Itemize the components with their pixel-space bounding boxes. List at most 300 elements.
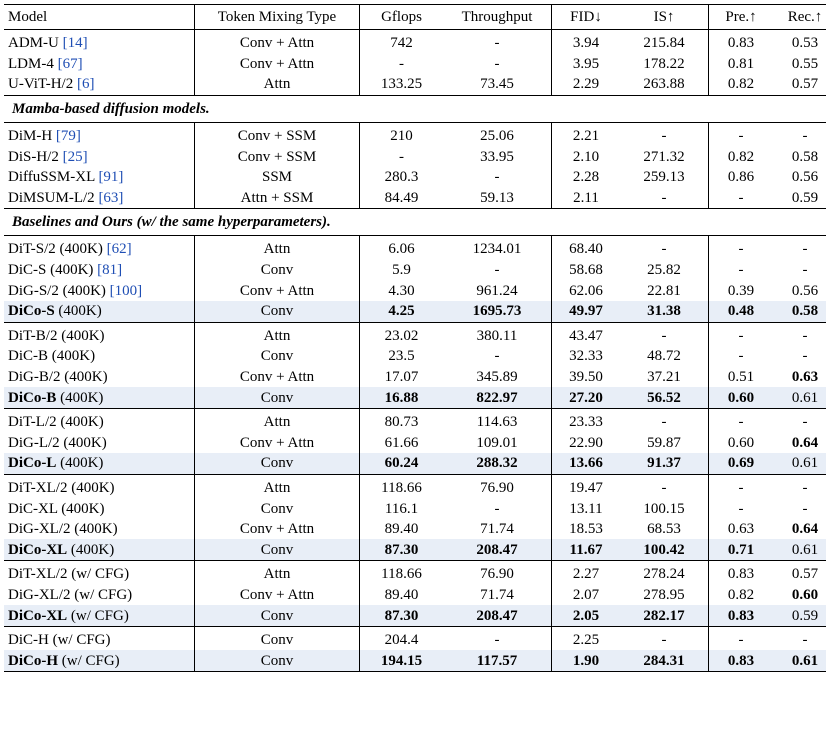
model-cell (4, 74, 195, 95)
table-row (4, 280, 826, 301)
throughput-cell: 345.89 (476, 369, 518, 386)
gflops-cell: - (360, 146, 444, 167)
fid-cell: 18.53 (552, 519, 621, 540)
throughput-cell: 76.90 (480, 566, 514, 583)
is-cell: 37.21 (647, 369, 681, 386)
fid-cell: 3.95 (552, 54, 621, 75)
precision-cell: 0.60 (709, 387, 774, 408)
precision-cell: - (709, 322, 774, 346)
model-name: DiC-B (400K) (8, 348, 96, 365)
precision-cell: 0.51 (709, 367, 774, 388)
fid-cell: 2.11 (552, 188, 621, 209)
model-suffix: (400K) (60, 389, 104, 406)
throughput-cell: 380.11 (476, 327, 518, 344)
model-cell (4, 474, 195, 498)
is-cell: 282.17 (620, 605, 709, 626)
model-cell (4, 236, 195, 260)
model-cell (4, 346, 195, 367)
precision-cell: 0.83 (709, 605, 774, 626)
token-mixing-cell: Conv (195, 301, 360, 322)
model-name: DiG-XL/2 (w/ CFG) (8, 586, 133, 603)
model-suffix: (w/ CFG) (61, 652, 120, 669)
section-title: Baselines and Ours (w/ the same hyperparameters). (4, 209, 826, 236)
token-mixing-cell: Conv (195, 650, 360, 671)
table-row (4, 474, 826, 498)
is-cell: 259.13 (643, 169, 685, 186)
is-cell: 284.31 (620, 650, 709, 671)
model-name: DiCo-S (8, 303, 55, 320)
citation-link[interactable]: [63] (98, 189, 124, 206)
recall-cell: 0.57 (791, 566, 819, 583)
is-cell: 25.82 (647, 262, 681, 279)
table-row (4, 387, 826, 408)
table-row (4, 539, 826, 560)
throughput-cell: 25.06 (480, 128, 514, 145)
model-name: DiS-H/2 (8, 148, 59, 165)
header-row (4, 5, 826, 30)
recall-cell: 0.61 (773, 650, 826, 671)
gflops-cell: 23.5 (360, 346, 444, 367)
precision-cell: 0.82 (709, 585, 774, 606)
model-cell (4, 626, 195, 650)
throughput-cell: - (494, 500, 500, 517)
is-cell: - (661, 327, 667, 344)
fid-cell: 62.06 (552, 280, 621, 301)
is-cell: - (620, 188, 709, 209)
precision-cell: 0.82 (709, 74, 774, 95)
throughput-cell: 71.74 (480, 586, 514, 603)
is-cell: - (661, 241, 667, 258)
recall-cell: 0.64 (791, 521, 819, 538)
is-cell: - (661, 128, 667, 145)
col-header-precision: Pre.↑ (709, 5, 774, 30)
recall-cell: - (802, 241, 808, 258)
model-name: DiT-XL/2 (400K) (8, 479, 115, 496)
table-row (4, 346, 826, 367)
model-cell (4, 260, 195, 281)
precision-cell: - (709, 122, 774, 146)
recall-cell: - (802, 348, 808, 365)
fid-cell: 2.28 (552, 167, 621, 188)
fid-cell: 13.66 (552, 453, 621, 474)
token-mixing-cell: Conv + Attn (195, 433, 360, 454)
precision-cell: 0.82 (709, 146, 774, 167)
gflops-cell: 133.25 (360, 74, 444, 95)
token-mixing-cell: Conv (195, 539, 360, 560)
throughput-cell: 71.74 (480, 521, 514, 538)
token-mixing-cell: Conv + Attn (195, 30, 360, 54)
gflops-cell: 80.73 (360, 408, 444, 432)
citation-link[interactable]: [79] (55, 128, 81, 145)
token-mixing-cell: Attn (195, 474, 360, 498)
token-mixing-cell: Conv + Attn (195, 519, 360, 540)
precision-cell: - (709, 408, 774, 432)
recall-cell: 0.55 (791, 55, 819, 72)
recall-cell: 0.57 (773, 74, 826, 95)
table-row (4, 585, 826, 606)
is-cell: 100.15 (643, 500, 685, 517)
model-name: DiCo-B (8, 389, 57, 406)
recall-cell: - (802, 632, 808, 649)
precision-cell: 0.63 (709, 519, 774, 540)
throughput-cell: 109.01 (476, 434, 518, 451)
is-cell: 68.53 (647, 521, 681, 538)
token-mixing-cell: Attn (195, 322, 360, 346)
token-mixing-cell: Conv + Attn (195, 54, 360, 75)
fid-cell: 23.33 (552, 408, 621, 432)
model-name: DiT-B/2 (400K) (8, 327, 105, 344)
table-row (4, 626, 826, 650)
model-name: DiT-XL/2 (w/ CFG) (8, 566, 130, 583)
gflops-cell: 116.1 (360, 498, 444, 519)
gflops-cell: 16.88 (360, 387, 444, 408)
is-cell: 48.72 (647, 348, 681, 365)
table-row (4, 367, 826, 388)
citation-link[interactable]: [6] (76, 76, 95, 93)
model-name: DiG-L/2 (400K) (8, 434, 107, 451)
citation-link[interactable]: [62] (106, 241, 132, 258)
recall-cell: - (802, 128, 808, 145)
recall-cell: 0.63 (791, 369, 819, 386)
table-row (4, 260, 826, 281)
table-row (4, 30, 826, 54)
model-cell (4, 167, 195, 188)
model-cell (4, 585, 195, 606)
col-header-gflops: Gflops (360, 5, 444, 30)
table-row (4, 188, 826, 209)
recall-cell: 0.59 (773, 188, 826, 209)
citation-link[interactable]: [91] (98, 169, 124, 186)
table-row (4, 236, 826, 260)
fid-cell: 11.67 (552, 539, 621, 560)
is-cell: - (661, 479, 667, 496)
throughput-cell: 208.47 (443, 539, 552, 560)
is-cell: 91.37 (620, 453, 709, 474)
precision-cell: 0.71 (709, 539, 774, 560)
precision-cell: 0.69 (709, 453, 774, 474)
token-mixing-cell: Conv (195, 605, 360, 626)
fid-cell: 32.33 (552, 346, 621, 367)
token-mixing-cell: SSM (195, 167, 360, 188)
token-mixing-cell: Attn (195, 408, 360, 432)
recall-cell: 0.64 (791, 434, 819, 451)
model-cell (4, 433, 195, 454)
recall-cell: - (802, 479, 808, 496)
token-mixing-cell: Conv + Attn (195, 367, 360, 388)
precision-cell: - (709, 188, 774, 209)
recall-cell: 0.61 (773, 539, 826, 560)
col-header-fid: FID↓ (552, 5, 621, 30)
throughput-cell: 1695.73 (443, 301, 552, 322)
model-name: DiC-XL (400K) (8, 500, 105, 517)
token-mixing-cell: Attn (195, 561, 360, 585)
gflops-cell: 4.25 (360, 301, 444, 322)
recall-cell: 0.59 (773, 605, 826, 626)
precision-cell: - (709, 346, 774, 367)
model-cell (4, 122, 195, 146)
col-header-throughput: Throughput (443, 5, 552, 30)
table-row (4, 650, 826, 671)
throughput-cell: 33.95 (480, 148, 514, 165)
model-name: DiG-B/2 (400K) (8, 369, 108, 386)
model-cell (4, 322, 195, 346)
gflops-cell: 87.30 (360, 605, 444, 626)
model-cell (4, 650, 195, 671)
throughput-cell: 73.45 (443, 74, 552, 95)
model-cell (4, 146, 195, 167)
fid-cell: 19.47 (552, 474, 621, 498)
gflops-cell: - (360, 54, 444, 75)
token-mixing-cell: Conv + SSM (195, 122, 360, 146)
throughput-cell: - (494, 55, 500, 72)
model-cell (4, 408, 195, 432)
table-row (4, 74, 826, 95)
table-row (4, 561, 826, 585)
precision-cell: - (709, 260, 774, 281)
throughput-cell: - (494, 35, 500, 52)
model-suffix: (400K) (58, 303, 102, 320)
table-row (4, 122, 826, 146)
gflops-cell: 4.30 (360, 280, 444, 301)
gflops-cell: 61.66 (360, 433, 444, 454)
citation-link[interactable]: [14] (62, 35, 88, 52)
gflops-cell: 23.02 (360, 322, 444, 346)
precision-cell: 0.39 (709, 280, 774, 301)
citation-link[interactable]: [67] (57, 55, 83, 72)
is-cell: 31.38 (620, 301, 709, 322)
precision-cell: 0.83 (709, 561, 774, 585)
throughput-cell: 76.90 (480, 479, 514, 496)
model-suffix: (400K) (70, 541, 115, 558)
fid-cell: 22.90 (552, 433, 621, 454)
table-row (4, 605, 826, 626)
section-header (4, 209, 826, 236)
precision-cell: 0.83 (709, 30, 774, 54)
gflops-cell: 84.49 (360, 188, 444, 209)
fid-cell: 2.21 (552, 122, 621, 146)
is-cell: - (661, 414, 667, 431)
col-header-recall: Rec.↑ (773, 5, 826, 30)
throughput-cell: - (494, 348, 500, 365)
gflops-cell: 87.30 (360, 539, 444, 560)
model-cell (4, 498, 195, 519)
gflops-cell: 60.24 (360, 453, 444, 474)
is-cell: 178.22 (643, 55, 685, 72)
throughput-cell: 117.57 (443, 650, 552, 671)
fid-cell: 49.97 (552, 301, 621, 322)
throughput-cell: 961.24 (476, 282, 518, 299)
section-title: Mamba-based diffusion models. (4, 95, 826, 122)
recall-cell: 0.61 (773, 453, 826, 474)
model-name: DiG-S/2 (400K) (8, 282, 106, 299)
token-mixing-cell: Conv (195, 626, 360, 650)
token-mixing-cell: Conv (195, 498, 360, 519)
model-suffix: (400K) (60, 455, 104, 472)
throughput-cell: - (494, 262, 500, 279)
results-table (4, 4, 826, 672)
gflops-cell: 210 (360, 122, 444, 146)
token-mixing-cell: Conv + Attn (195, 585, 360, 606)
model-name: U-ViT-H/2 (8, 76, 74, 93)
is-cell: 100.42 (620, 539, 709, 560)
table-row (4, 408, 826, 432)
gflops-cell: 194.15 (360, 650, 444, 671)
token-mixing-cell: Attn (195, 236, 360, 260)
is-cell: 59.87 (647, 434, 681, 451)
token-mixing-cell: Conv + SSM (195, 146, 360, 167)
model-name: DiM-H (8, 128, 53, 145)
recall-cell: 0.58 (773, 301, 826, 322)
citation-link[interactable]: [81] (97, 262, 123, 279)
fid-cell: 39.50 (552, 367, 621, 388)
recall-cell: - (802, 327, 808, 344)
is-cell: 271.32 (643, 148, 685, 165)
model-cell (4, 453, 195, 474)
recall-cell: 0.60 (791, 586, 819, 603)
model-name: DiG-XL/2 (400K) (8, 521, 118, 538)
fid-cell: 2.25 (552, 626, 621, 650)
is-cell: 215.84 (643, 35, 685, 52)
table-row (4, 433, 826, 454)
gflops-cell: 17.07 (360, 367, 444, 388)
table-row (4, 54, 826, 75)
citation-link[interactable]: [100] (109, 282, 143, 299)
precision-cell: - (709, 236, 774, 260)
model-suffix: (w/ CFG) (70, 607, 129, 624)
fid-cell: 1.90 (552, 650, 621, 671)
col-header-model: Model (4, 5, 195, 30)
model-name: DiffuSSM-XL (8, 169, 95, 186)
fid-cell: 2.29 (552, 74, 621, 95)
throughput-cell: 822.97 (443, 387, 552, 408)
recall-cell: - (802, 262, 808, 279)
precision-cell: - (709, 474, 774, 498)
fid-cell: 58.68 (552, 260, 621, 281)
precision-cell: - (709, 498, 774, 519)
is-cell: 263.88 (620, 74, 709, 95)
model-name: DiCo-XL (8, 607, 68, 624)
table-row (4, 322, 826, 346)
is-cell: - (661, 632, 667, 649)
token-mixing-cell: Conv (195, 453, 360, 474)
fid-cell: 2.07 (552, 585, 621, 606)
recall-cell: 0.56 (791, 169, 819, 186)
gflops-cell: 89.40 (360, 585, 444, 606)
table-row (4, 146, 826, 167)
precision-cell: - (709, 626, 774, 650)
fid-cell: 27.20 (552, 387, 621, 408)
model-name: DiC-S (400K) (8, 262, 94, 279)
fid-cell: 2.10 (552, 146, 621, 167)
section-header (4, 95, 826, 122)
recall-cell: 0.61 (773, 387, 826, 408)
gflops-cell: 118.66 (360, 474, 444, 498)
throughput-cell: 114.63 (476, 414, 518, 431)
gflops-cell: 742 (360, 30, 444, 54)
throughput-cell: 288.32 (443, 453, 552, 474)
model-name: DiT-S/2 (400K) (8, 241, 103, 258)
recall-cell: - (802, 414, 808, 431)
token-mixing-cell: Conv + Attn (195, 280, 360, 301)
throughput-cell: 1234.01 (472, 241, 522, 258)
token-mixing-cell: Attn + SSM (195, 188, 360, 209)
throughput-cell: 59.13 (443, 188, 552, 209)
gflops-cell: 280.3 (360, 167, 444, 188)
gflops-cell: 204.4 (360, 626, 444, 650)
model-name: DiCo-H (8, 652, 58, 669)
is-cell: 56.52 (620, 387, 709, 408)
table-row (4, 519, 826, 540)
col-header-is: IS↑ (620, 5, 709, 30)
table-row (4, 498, 826, 519)
table-row (4, 301, 826, 322)
gflops-cell: 118.66 (360, 561, 444, 585)
model-cell (4, 188, 195, 209)
model-cell (4, 539, 195, 560)
table-body (4, 30, 826, 672)
token-mixing-cell: Conv (195, 260, 360, 281)
recall-cell: 0.53 (791, 35, 819, 52)
fid-cell: 13.11 (552, 498, 621, 519)
table-row (4, 167, 826, 188)
model-cell (4, 561, 195, 585)
token-mixing-cell: Attn (195, 74, 360, 95)
precision-cell: 0.83 (709, 650, 774, 671)
model-cell (4, 30, 195, 54)
precision-cell: 0.86 (709, 167, 774, 188)
gflops-cell: 5.9 (360, 260, 444, 281)
col-header-token-mixing: Token Mixing Type (195, 5, 360, 30)
model-cell (4, 54, 195, 75)
model-cell (4, 280, 195, 301)
model-cell (4, 519, 195, 540)
model-name: DiCo-L (8, 455, 57, 472)
throughput-cell: - (494, 169, 500, 186)
model-name: DiT-L/2 (400K) (8, 414, 104, 431)
precision-cell: 0.81 (709, 54, 774, 75)
precision-cell: 0.60 (709, 433, 774, 454)
fid-cell: 3.94 (552, 30, 621, 54)
fid-cell: 43.47 (552, 322, 621, 346)
throughput-cell: 208.47 (443, 605, 552, 626)
is-cell: 278.24 (643, 566, 685, 583)
recall-cell: 0.56 (791, 282, 819, 299)
model-name: LDM-4 (8, 55, 54, 72)
model-cell (4, 387, 195, 408)
throughput-cell: - (494, 632, 500, 649)
model-cell (4, 367, 195, 388)
model-cell (4, 605, 195, 626)
model-name: ADM-U (8, 35, 59, 52)
recall-cell: - (802, 500, 808, 517)
recall-cell: 0.58 (791, 148, 819, 165)
model-name: DiMSUM-L/2 (8, 189, 95, 206)
is-cell: 278.95 (643, 586, 685, 603)
token-mixing-cell: Conv (195, 346, 360, 367)
is-cell: 22.81 (647, 282, 681, 299)
model-name: DiC-H (w/ CFG) (8, 632, 111, 649)
model-cell (4, 301, 195, 322)
token-mixing-cell: Conv (195, 387, 360, 408)
fid-cell: 2.05 (552, 605, 621, 626)
gflops-cell: 6.06 (360, 236, 444, 260)
fid-cell: 2.27 (552, 561, 621, 585)
model-name: DiCo-XL (8, 541, 68, 558)
fid-cell: 68.40 (552, 236, 621, 260)
gflops-cell: 89.40 (360, 519, 444, 540)
citation-link[interactable]: [25] (62, 148, 88, 165)
precision-cell: 0.48 (709, 301, 774, 322)
